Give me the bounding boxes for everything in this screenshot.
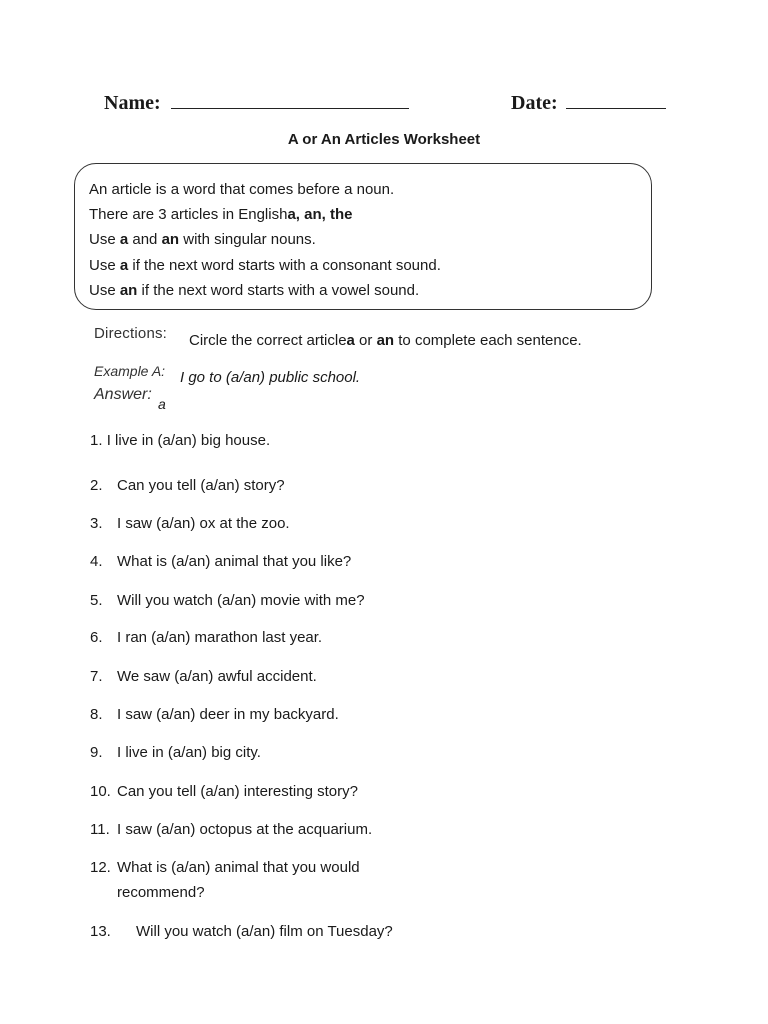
- worksheet-title: A or An Articles Worksheet: [287, 131, 481, 148]
- directions-label: Directions:: [94, 325, 168, 342]
- answer-label: Answer:: [94, 386, 152, 403]
- rule-line-4: Use a if the next word starts with a consonant sound.: [89, 257, 441, 274]
- question-4[interactable]: 4. What is (a/an) animal that you like?: [90, 553, 352, 570]
- rule-line-1: An article is a word that comes before a noun.: [89, 181, 395, 198]
- question-3[interactable]: 3. I saw (a/an) ox at the zoo.: [90, 515, 290, 532]
- question-11[interactable]: 11. I saw (a/an) octopus at the acquarium.: [90, 821, 373, 838]
- question-1[interactable]: 1. I live in (a/an) big house.: [90, 432, 271, 449]
- question-7[interactable]: 7. We saw (a/an) awful accident.: [90, 668, 317, 685]
- question-6[interactable]: 6. I ran (a/an) marathon last year.: [90, 629, 323, 646]
- question-8[interactable]: 8. I saw (a/an) deer in my backyard.: [90, 706, 339, 723]
- question-12-continued: recommend?: [117, 884, 205, 901]
- date-blank[interactable]: [566, 90, 666, 109]
- name-label: Name:: [104, 92, 161, 114]
- question-9[interactable]: 9. I live in (a/an) big city.: [90, 744, 261, 761]
- rule-line-5: Use an if the next word starts with a vowel sound.: [89, 282, 420, 299]
- example-sentence: I go to (a/an) public school.: [180, 369, 361, 386]
- question-10[interactable]: 10. Can you tell (a/an) interesting story?: [90, 783, 358, 800]
- directions-text: Circle the correct articlea or an to complete each sentence.: [189, 332, 582, 349]
- date-field[interactable]: [511, 90, 666, 115]
- name-blank[interactable]: [171, 90, 409, 109]
- date-label: Date:: [511, 92, 558, 114]
- question-5[interactable]: 5. Will you watch (a/an) movie with me?: [90, 592, 365, 609]
- question-12[interactable]: 12. What is (a/an) animal that you would: [90, 859, 360, 876]
- rule-line-2: There are 3 articles in Englisha, an, the: [89, 206, 353, 223]
- rule-line-3: Use a and an with singular nouns.: [89, 231, 316, 248]
- example-label: Example A:: [94, 363, 166, 379]
- question-13[interactable]: 13. Will you watch (a/an) film on Tuesday?: [90, 923, 393, 940]
- answer-value: a: [158, 396, 166, 412]
- question-2[interactable]: 2. Can you tell (a/an) story?: [90, 477, 285, 494]
- name-field[interactable]: [104, 90, 409, 115]
